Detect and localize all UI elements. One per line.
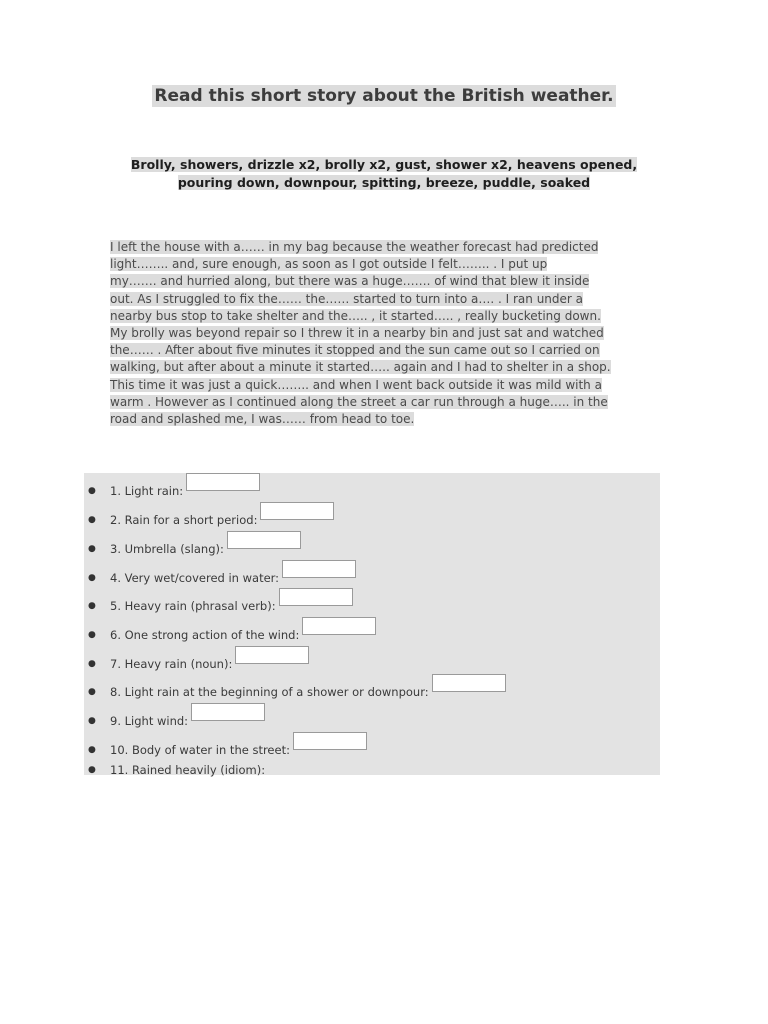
answer-input[interactable] bbox=[260, 502, 334, 520]
bullet-icon: ● bbox=[88, 765, 96, 775]
question-label: 8. Light rain at the beginning of a shower or downpour: bbox=[110, 685, 429, 699]
story-line: the…… . After about five minutes it stopped and the sun came out so I carried on bbox=[110, 343, 600, 358]
answer-input[interactable] bbox=[235, 646, 309, 664]
bullet-icon: ● bbox=[88, 716, 96, 726]
question-item bbox=[84, 713, 660, 731]
bullet-icon: ● bbox=[88, 515, 96, 525]
story-paragraph bbox=[110, 239, 670, 428]
word-bank-line: Brolly, showers, drizzle x2, brolly x2, gust, shower x2, heavens opened, bbox=[130, 157, 638, 172]
answer-input[interactable] bbox=[282, 560, 356, 578]
question-item bbox=[84, 627, 660, 645]
story-line: nearby bus stop to take shelter and the….. , it started….. , really bucketing down. bbox=[110, 308, 601, 323]
bullet-icon: ● bbox=[88, 544, 96, 554]
quiz-list bbox=[84, 473, 660, 775]
question-label: 4. Very wet/covered in water: bbox=[110, 571, 280, 585]
story-line: my……. and hurried along, but there was a huge……. of wind that blew it inside bbox=[110, 274, 590, 289]
story-line: This time it was just a quick…….. and when I went back outside it was mild with a bbox=[110, 377, 602, 392]
bullet-icon: ● bbox=[88, 573, 96, 583]
question-label: 7. Heavy rain (noun): bbox=[110, 657, 233, 671]
story-line: My brolly was beyond repair so I threw it in a nearby bin and just sat and watched bbox=[110, 326, 604, 341]
answer-input[interactable] bbox=[293, 732, 367, 750]
question-item bbox=[84, 742, 660, 760]
bullet-icon: ● bbox=[88, 687, 96, 697]
bullet-icon: ● bbox=[88, 486, 96, 496]
answer-input[interactable] bbox=[191, 703, 265, 721]
bullet-icon: ● bbox=[88, 630, 96, 640]
answer-input[interactable] bbox=[227, 531, 301, 549]
page-title: Read this short story about the British weather. bbox=[154, 86, 614, 106]
bullet-icon: ● bbox=[88, 601, 96, 611]
story-line: walking, but after about a minute it started….. again and I had to shelter in a shop. bbox=[110, 360, 611, 375]
question-label: 2. Rain for a short period: bbox=[110, 513, 258, 527]
story-line: light…….. and, sure enough, as soon as I got outside I felt…….. . I put up bbox=[110, 257, 548, 272]
story-line: road and splashed me, I was…… from head to toe. bbox=[110, 412, 415, 427]
question-item bbox=[84, 541, 660, 559]
story-line: out. As I struggled to fix the…… the…… started to turn into a…. . I ran under a bbox=[110, 291, 584, 306]
question-label: 10. Body of water in the street: bbox=[110, 743, 290, 757]
answer-input[interactable] bbox=[432, 674, 506, 692]
question-label: 1. Light rain: bbox=[110, 484, 184, 498]
question-item bbox=[84, 570, 660, 588]
question-item bbox=[84, 512, 660, 530]
question-label: 5. Heavy rain (phrasal verb): bbox=[110, 599, 276, 613]
word-bank-line: pouring down, downpour, spitting, breeze, puddle, soaked bbox=[177, 175, 591, 190]
question-item bbox=[84, 598, 660, 616]
question-item bbox=[84, 483, 660, 501]
question-label: 11. Rained heavily (idiom): bbox=[110, 763, 266, 777]
title-container bbox=[0, 86, 768, 106]
story-line: I left the house with a…… in my bag because the weather forecast had predicted bbox=[110, 240, 599, 254]
story-line: warm . However as I continued along the street a car run through a huge….. in the bbox=[110, 394, 608, 409]
question-item bbox=[84, 656, 660, 674]
answer-input[interactable] bbox=[186, 473, 260, 491]
bullet-icon: ● bbox=[88, 745, 96, 755]
bullet-icon: ● bbox=[88, 659, 96, 669]
answer-input[interactable] bbox=[302, 617, 376, 635]
question-item bbox=[84, 762, 660, 780]
word-bank bbox=[100, 156, 668, 192]
question-item bbox=[84, 684, 660, 702]
question-label: 9. Light wind: bbox=[110, 714, 189, 728]
question-label: 6. One strong action of the wind: bbox=[110, 628, 300, 642]
question-label: 3. Umbrella (slang): bbox=[110, 542, 224, 556]
answer-input[interactable] bbox=[279, 588, 353, 606]
